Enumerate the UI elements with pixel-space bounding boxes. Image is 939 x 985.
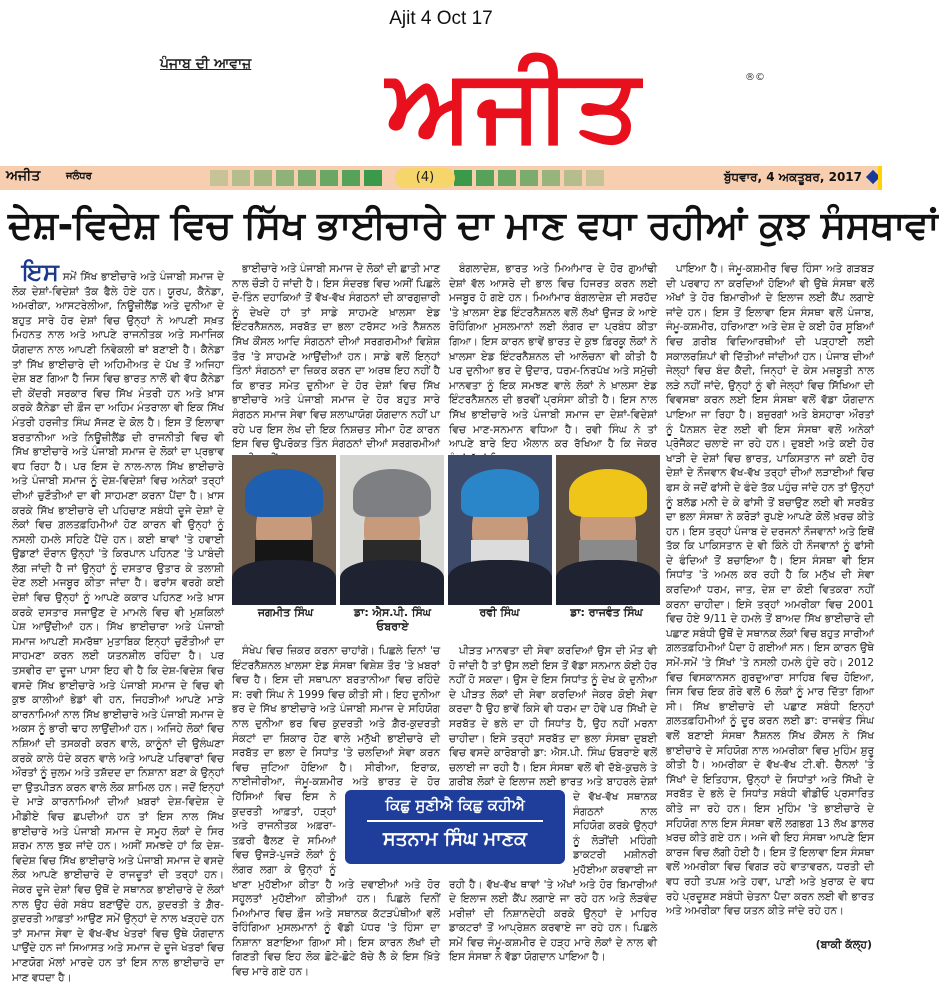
registered-mark: ®© xyxy=(745,72,765,83)
photo-captions xyxy=(232,606,660,634)
stripe-square xyxy=(564,170,582,186)
masthead-logo: ਅਜੀਤ xyxy=(386,46,644,163)
stripe-square xyxy=(298,170,316,186)
photo-row xyxy=(232,455,660,605)
page-bar-paper: ਅਜੀਤ xyxy=(6,168,41,184)
stripe-square xyxy=(276,170,294,186)
page-bar xyxy=(0,166,882,190)
stripe-square xyxy=(542,170,560,186)
portrait-turban xyxy=(245,469,323,517)
column-4 xyxy=(666,262,874,934)
column-1 xyxy=(12,258,224,984)
column-4-text: ਪਾਇਆ ਹੈ। ਜੰਮੂ-ਕਸ਼ਮੀਰ ਵਿਚ ਹਿੰਸਾ ਅਤੇ ਗੜਬੜ ਦੀ ਪਰਵਾਹ ਨਾ ਕਰਦਿਆਂ ਹੋਇਆਂ ਵੀ ਉਥੇ ਸੰਸਥਾ ਵਲੋਂ ਅੱਖਾਂ ਤੇ ਹੋਰ ਬਿਮਾਰੀਆਂ ਦੇ ਇਲਾਜ ਲਈ ਕੈਂਪ ਲਗਾਏ ਜਾਂਦੇ ਹਨ। ਇਸ ਤੋਂ ਇਲਾਵਾ ਇਸ ਸੰਸਥਾ ਵਲੋਂ ਪੰਜਾਬ, ਜੰਮੂ-ਕਸ਼ਮੀਰ, ਹਰਿਆਣਾ ਅਤੇ ਦੇਸ਼ ਦੇ ਕਈ ਹੋਰ ਸੂਬਿਆਂ ਵਿਚ ਗ਼ਰੀਬ ਵਿਦਿਆਰਥੀਆਂ ਦੀ ਪੜ੍ਹਾਈ ਲਈ ਸਕਾਲਰਸ਼ਿਪਾਂ ਵੀ ਦਿੱਤੀਆਂ ਜਾਂਦੀਆਂ ਹਨ। ਪੰਜਾਬ ਦੀਆਂ ਜੇਲ੍ਹਾਂ ਵਿਚ ਬੰਦ ਕੈਦੀ, ਜਿਨ੍ਹਾਂ ਦੇ ਕੇਸ ਮਜ਼ਬੂਤੀ ਨਾਲ ਲੜੇ ਨਹੀਂ ਜਾਂਦੇ, ਉਨ੍ਹਾਂ ਨੂੰ ਵੀ ਜੇਲ੍ਹਾਂ ਵਿਚ ਸਿੱਖਿਆ ਦੀ ਵਿਵਸਥਾ ਕਰਨ ਲਈ ਇਸ ਸੰਸਥਾ ਵਲੋਂ ਵੱਡਾ ਯੋਗਦਾਨ ਪਾਇਆ ਜਾ ਰਿਹਾ ਹੈ। ਬਜ਼ੁਰਗਾਂ ਅਤੇ ਬੇਸਹਾਰਾ ਔਰਤਾਂ ਨੂੰ ਪੈਨਸ਼ਨ ਦੇਣ ਲਈ ਵੀ ਇਸ ਸੰਸਥਾ ਵਲੋਂ ਅਨੇਕਾਂ ਪ੍ਰੋਜੈਕਟ ਚਲਾਏ ਜਾ ਰਹੇ ਹਨ। ਦੁਬਈ ਅਤੇ ਕਈ ਹੋਰ ਖਾੜੀ ਦੇ ਦੇਸ਼ਾਂ ਵਿਚ ਭਾਰਤ, ਪਾਕਿਸਤਾਨ ਜਾਂ ਕਈ ਹੋਰ ਦੇਸ਼ਾਂ ਦੇ ਨੌਜਵਾਨ ਵੱਖ-ਵੱਖ ਤਰ੍ਹਾਂ ਦੀਆਂ ਲੜਾਈਆਂ ਵਿਚ ਫਸ ਕੇ ਜਦੋਂ ਫਾਂਸੀ ਦੇ ਫੰਦੇ ਤੱਕ ਪਹੁੰਚ ਜਾਂਦੇ ਹਨ ਤਾਂ ਉਨ੍ਹਾਂ ਨੂੰ ਬਲੱਡ ਮਨੀ ਦੇ ਕੇ ਫਾਂਸੀ ਤੋਂ ਬਚਾਉਣ ਲਈ ਵੀ ਸਰਬੱਤ ਦਾ ਭਲਾ ਸੰਸਥਾ ਨੇ ਕਰੋੜਾਂ ਰੁਪਏ ਆਪਣੇ ਕੋਲੋਂ ਖ਼ਰਚ ਕੀਤੇ ਹਨ। ਇਸ ਤਰ੍ਹਾਂ ਪੰਜਾਬ ਦੇ ਦਰਜਨਾਂ ਨੌਜਵਾਨਾਂ ਅਤੇ ਇਥੋਂ ਤੱਕ ਕਿ ਪਾਕਿਸਤਾਨ ਦੇ ਵੀ ਕਿੰਨੇ ਹੀ ਨੌਜਵਾਨਾਂ ਨੂੰ ਫਾਂਸੀ ਦੇ ਫੰਦਿਆਂ ਤੋਂ ਬਚਾਇਆ ਹੈ। ਇਸ ਸੰਸਥਾ ਵੀ ਇਸ ਸਿਧਾਂਤ 'ਤੇ ਅਮਲ ਕਰ ਰਹੀ ਹੈ ਕਿ ਮਨੁੱਖ ਦੀ ਸੇਵਾ ਕਰਦਿਆਂ ਧਰਮ, ਜਾਤ, ਦੇਸ਼ ਦਾ ਕੋਈ ਵਿਤਕਰਾ ਨਹੀਂ ਕਰਨਾ ਚਾਹੀਦਾ। ਇਸੇ ਤਰ੍ਹਾਂ ਅਮਰੀਕਾ ਵਿਚ 2001 ਵਿਚ ਹੋਏ 9/11 ਦੇ ਹਮਲੇ ਤੋਂ ਬਾਅਦ ਸਿੱਖ ਭਾਈਚਾਰੇ ਦੀ ਪਛਾਣ ਸਬੰਧੀ ਉਥੋਂ ਦੇ ਸਥਾਨਕ ਲੋਕਾਂ ਵਿਚ ਬਹੁਤ ਸਾਰੀਆਂ ਗ਼ਲਤਫ਼ਹਿਮੀਆਂ ਪੈਦਾ ਹੋ ਗਈਆਂ ਸਨ। ਇਸ ਕਾਰਨ ਉਥੇ ਸਮੇਂ-ਸਮੇਂ 'ਤੇ ਸਿੱਖਾਂ 'ਤੇ ਨਸਲੀ ਹਮਲੇ ਹੁੰਦੇ ਰਹੇ। 2012 ਵਿਚ ਵਿਸਕਾਨਸਨ ਗੁਰਦੁਆਰਾ ਸਾਹਿਬ ਵਿਚ ਹੋਇਆ, ਜਿਸ ਵਿਚ ਇਕ ਗੋਰੇ ਵਲੋਂ 6 ਲੋਕਾਂ ਨੂੰ ਮਾਰ ਦਿੱਤਾ ਗਿਆ ਸੀ। ਸਿੱਖ ਭਾਈਚਾਰੇ ਦੀ ਪਛਾਣ ਸਬੰਧੀ ਇਨ੍ਹਾਂ ਗ਼ਲਤਫ਼ਹਿਮੀਆਂ ਨੂੰ ਦੂਰ ਕਰਨ ਲਈ ਡਾ: ਰਾਜਵੰਤ ਸਿੰਘ ਵਲੋਂ ਬਣਾਈ ਸੰਸਥਾ ਨੈਸ਼ਨਲ ਸਿੱਖ ਕੌਂਸਲ ਨੇ ਸਿੱਖ ਭਾਈਚਾਰੇ ਦੇ ਸਹਿਯੋਗ ਨਾਲ ਅਮਰੀਕਾ ਵਿਚ ਮੁਹਿੰਮ ਸ਼ੁਰੂ ਕੀਤੀ ਹੈ। ਅਮਰੀਕਾ ਦੇ ਵੱਖ-ਵੱਖ ਟੀ.ਵੀ. ਚੈਨਲਾਂ 'ਤੇ ਸਿੱਖਾਂ ਦੇ ਇਤਿਹਾਸ, ਉਨ੍ਹਾਂ ਦੇ ਸਿਧਾਂਤਾਂ ਅਤੇ ਸਿੱਖੀ ਦੇ ਸਰਬੱਤ ਦੇ ਭਲੇ ਦੇ ਸਿਧਾਂਤ ਸਬੰਧੀ ਵੀਡੀਓ ਪ੍ਰਸਾਰਿਤ ਕੀਤੇ ਜਾ ਰਹੇ ਹਨ। ਇਸ ਮੁਹਿੰਮ 'ਤੇ ਭਾਈਚਾਰੇ ਦੇ ਸਹਿਯੋਗ ਨਾਲ ਇਸ ਸੰਸਥਾ ਵਲੋਂ ਲਗਭਗ 13 ਲੱਖ ਡਾਲਰ ਖ਼ਰਚ ਕੀਤੇ ਗਏ ਹਨ। ਅਜੇ ਵੀ ਇਹ ਸੰਸਥਾ ਆਪਣੇ ਇਸ ਕਾਰਜ ਵਿਚ ਲੱਗੀ ਹੋਈ ਹੈ। ਇਸ ਤੋਂ ਇਲਾਵਾ ਇਸ ਸੰਸਥਾ ਵਲੋਂ ਅਮਰੀਕਾ ਵਿਚ ਵਿਗੜ ਰਹੇ ਵਾਤਾਵਰਨ, ਧਰਤੀ ਦੀ ਵਧ ਰਹੀ ਤਪਸ਼ ਅਤੇ ਹਵਾ, ਪਾਣੀ ਅਤੇ ਖ਼ੁਰਾਕ ਦੇ ਵਧ ਰਹੇ ਪ੍ਰਦੂਸ਼ਣ ਸਬੰਧੀ ਚੇਤਨਾ ਪੈਦਾ ਕਰਨ ਲਈ ਵੀ ਭਾਰਤ ਅਤੇ ਅਮਰੀਕਾ ਵਿਚ ਯਤਨ ਕੀਤੇ ਜਾਂਦੇ ਰਹੇ ਹਨ। xyxy=(666,263,875,918)
column-2-top-text: ਭਾਈਚਾਰੇ ਅਤੇ ਪੰਜਾਬੀ ਸਮਾਜ ਦੇ ਲੋਕਾਂ ਦੀ ਛਾਤੀ ਮਾਣ ਨਾਲ ਚੌੜੀ ਹੋ ਜਾਂਦੀ ਹੈ। ਇਸ ਸੰਦਰਭ ਵਿਚ ਅਸੀਂ ਪਿਛਲੇ ਦੋ-ਤਿੰਨ ਦਹਾਕਿਆਂ ਤੋਂ ਵੱਖ-ਵੱਖ ਸੰਗਠਨਾਂ ਦੀ ਕਾਰਗੁਜ਼ਾਰੀ ਨੂੰ ਦੇਖਦੇ ਹਾਂ ਤਾਂ ਸਾਡੇ ਸਾਹਮਣੇ ਖ਼ਾਲਸਾ ਏਡ ਇੰਟਰਨੈਸ਼ਨਲ, ਸਰਬੱਤ ਦਾ ਭਲਾ ਟਰੱਸਟ ਅਤੇ ਨੈਸ਼ਨਲ ਸਿੱਖ ਕੌਂਸਲ ਆਦਿ ਸੰਗਠਨਾਂ ਦੀਆਂ ਸਰਗਰਮੀਆਂ ਵਿਸ਼ੇਸ਼ ਤੌਰ 'ਤੇ ਸਾਹਮਣੇ ਆਉਂਦੀਆਂ ਹਨ। ਸਾਡੇ ਵਲੋਂ ਇਨ੍ਹਾਂ ਤਿੰਨਾਂ ਸੰਗਠਨਾਂ ਦਾ ਜ਼ਿਕਰ ਕਰਨ ਦਾ ਅਰਥ ਇਹ ਨਹੀਂ ਹੈ ਕਿ ਭਾਰਤ ਸਮੇਤ ਦੁਨੀਆ ਦੇ ਹੋਰ ਦੇਸ਼ਾਂ ਵਿਚ ਸਿੱਖ ਭਾਈਚਾਰੇ ਅਤੇ ਪੰਜਾਬੀ ਸਮਾਜ ਦੇ ਹੋਰ ਬਹੁਤ ਸਾਰੇ ਸੰਗਠਨ ਸਮਾਜ ਸੇਵਾ ਵਿਚ ਸ਼ਲਾਘਾਯੋਗ ਯੋਗਦਾਨ ਨਹੀਂ ਪਾ ਰਹੇ ਪਰ ਇਸ ਲੇਖ ਦੀ ਇਕ ਨਿਸ਼ਚਤ ਸੀਮਾ ਹੋਣ ਕਾਰਨ ਇਸ ਵਿਚ ਉਪਰੋਕਤ ਤਿੰਨ ਸੰਗਠਨਾਂ ਦੀਆਂ ਸਰਗਰਮੀਆਂ xyxy=(232,263,440,451)
box-divider xyxy=(367,820,543,822)
column-2-top xyxy=(232,262,440,451)
stripe-square xyxy=(342,170,360,186)
stripe-square xyxy=(586,170,604,186)
photo-caption: ਡਾ: ਐਸ.ਪੀ. ਸਿੰਘ ਓਬਰਾਏ xyxy=(354,606,431,633)
portrait-turban xyxy=(461,469,539,517)
stripe-square xyxy=(232,170,250,186)
photo-ravi-singh xyxy=(448,455,552,605)
continued-note: (ਬਾਕੀ ਕੱਲ੍ਹ) xyxy=(815,938,872,951)
clipping-label: Ajit 4 Oct 17 xyxy=(389,8,493,29)
photo-caption: ਰਵੀ ਸਿੰਘ xyxy=(479,606,520,619)
photo-sp-singh-oberoi xyxy=(340,455,444,605)
column-2-bottom-text: ਸੰਖੇਪ ਵਿਚ ਜ਼ਿਕਰ ਕਰਨਾ ਚਾਹਾਂਗੇ। ਪਿਛਲੇ ਦਿਨਾਂ 'ਚ ਇੰਟਰਨੈਸ਼ਨਲ ਖ਼ਾਲਸਾ ਏਡ ਸੰਸਥਾ ਵਿਸ਼ੇਸ਼ ਤੌਰ 'ਤੇ ਖ਼ਬਰਾਂ ਵਿਚ ਹੈ। ਇਸ ਦੀ ਸਥਾਪਨਾ ਬਰਤਾਨੀਆ ਵਿਚ ਰਹਿੰਦੇ ਸ: ਰਵੀ ਸਿੰਘ ਨੇ 1999 ਵਿਚ ਕੀਤੀ ਸੀ। ਇਹ ਦੁਨੀਆ ਭਰ ਦੇ ਸਿੱਖ ਭਾਈਚਾਰੇ ਅਤੇ ਪੰਜਾਬੀ ਸਮਾਜ ਦੇ ਸਹਿਯੋਗ ਨਾਲ ਦੁਨੀਆ ਭਰ ਵਿਚ ਕੁਦਰਤੀ ਅਤੇ ਗ਼ੈਰ-ਕੁਦਰਤੀ ਸੰਕਟਾਂ ਦਾ ਸ਼ਿਕਾਰ ਹੋਣ ਵਾਲੇ ਮਨੁੱਖੀ ਭਾਈਚਾਰੇ ਦੀ ਸਰਬੱਤ ਦਾ ਭਲਾ ਦੇ ਸਿਧਾਂਤ 'ਤੇ ਚਲਦਿਆਂ ਸੇਵਾ ਕਰਨ ਵਿਚ ਜੁਟਿਆ ਹੋਇਆ ਹੈ। ਸੀਰੀਆ, ਇਰਾਕ, ਨਾਈਜੀਰੀਆ, ਜੰਮੂ-ਕਸ਼ਮੀਰ ਅਤੇ ਭਾਰਤ ਦੇ ਹੋਰ ਹਿੱਸਿਆਂ ਵਿਚ ਇਸ ਨੇ ਕੁਦਰਤੀ ਆਫ਼ਤਾਂ, ਹੜ੍ਹਾਂ ਅਤੇ ਰਾਜਨੀਤਕ ਅਫ਼ਰਾ-ਤਫ਼ਰੀ ਫੈਲਣ ਦੇ ਸਮਿਆਂ ਵਿਚ ਉਜੜੇ-ਪੁਜੜੇ ਲੋਕਾਂ ਨੂੰ ਲੰਗਰ ਲਗਾ ਕੇ ਉਨ੍ਹਾਂ ਨੂੰ ਖਾਣਾ ਮੁਹੱਈਆ ਕੀਤਾ ਹੈ ਅਤੇ ਦਵਾਈਆਂ ਅਤੇ ਹੋਰ ਸਹੂਲਤਾਂ ਮੁਹੱਈਆ ਕੀਤੀਆਂ ਹਨ। ਪਿਛਲੇ ਦਿਨੀਂ ਮਿਆਂਮਾਰ ਵਿਚ ਫ਼ੌਜ ਅਤੇ ਸਥਾਨਕ ਕੱਟੜਪੰਥੀਆਂ ਵਲੋਂ ਰੋਹਿੰਗਿਆ ਮੁਸਲਮਾਨਾਂ ਨੂੰ ਵੱਡੀ ਪੱਧਰ 'ਤੇ ਹਿੰਸਾ ਦਾ ਨਿਸ਼ਾਨਾ ਬਣਾਇਆ ਗਿਆ ਸੀ। ਇਸ ਕਾਰਨ ਲੱਖਾਂ ਦੀ ਗਿਣਤੀ ਵਿਚ ਇਹ ਲੋਕ ਛੋਟੇ-ਛੋਟੇ ਬੱਚੇ ਲੈ ਕੇ ਇਸ ਖ਼ਿੱਤੇ ਵਿਚ ਮਾਰੇ ਗਏ ਹਨ। xyxy=(232,645,440,979)
photo-rajwant-singh xyxy=(556,455,660,605)
stripe-square xyxy=(364,170,382,186)
stripe-square xyxy=(520,170,538,186)
edge-marker xyxy=(878,166,882,190)
column-3-top xyxy=(449,262,657,451)
stripe-square xyxy=(476,170,494,186)
portrait-turban xyxy=(569,469,647,517)
stripe-square xyxy=(254,170,272,186)
photo-caption: ਡਾ: ਰਾਜਵੰਤ ਸਿੰਘ xyxy=(570,606,643,619)
stripe-square xyxy=(498,170,516,186)
page-number: (4) xyxy=(395,168,455,188)
article-headline: ਦੇਸ਼-ਵਿਦੇਸ਼ ਵਿਚ ਸਿੱਖ ਭਾਈਚਾਰੇ ਦਾ ਮਾਣ ਵਧਾ ਰਹੀਆਂ ਕੁਝ ਸੰਸਥਾਵਾਂ xyxy=(8,203,939,247)
page-date: ਬੁੱਧਵਾਰ, 4 ਅਕਤੂਬਰ, 2017 xyxy=(724,170,862,184)
portrait-suit xyxy=(232,560,336,605)
page-bar-city: ਜਲੰਧਰ xyxy=(66,171,92,182)
masthead-tagline: ਪੰਜਾਬ ਦੀ ਆਵਾਜ਼ xyxy=(160,56,252,72)
drop-word: ਇਸ xyxy=(22,258,59,286)
photo-caption: ਜਗਮੀਤ ਸਿੰਘ xyxy=(257,606,314,619)
stripe-square xyxy=(320,170,338,186)
stripe-square xyxy=(210,170,228,186)
portrait-suit xyxy=(340,560,444,605)
column-3-top-text: ਬੰਗਲਾਦੇਸ਼, ਭਾਰਤ ਅਤੇ ਮਿਆਂਮਾਰ ਦੇ ਹੋਰ ਗੁਆਂਢੀ ਦੇਸ਼ਾਂ ਵੱਲ ਆਸਰੇ ਦੀ ਭਾਲ ਵਿਚ ਹਿਜਰਤ ਕਰਨ ਲਈ ਮਜਬੂਰ ਹੋ ਗਏ ਹਨ। ਮਿਆਂਮਾਰ ਬੰਗਲਾਦੇਸ਼ ਦੀ ਸਰਹੱਦ 'ਤੇ ਖ਼ਾਲਸਾ ਏਡ ਇੰਟਰਨੈਸ਼ਨਲ ਵਲੋਂ ਲੱਖਾਂ ਉਜੜ ਕੇ ਆਏ ਰੋਹਿੰਗਿਆ ਮੁਸਲਮਾਨਾਂ ਲਈ ਲੰਗਰ ਦਾ ਪ੍ਰਬੰਧ ਕੀਤਾ ਗਿਆ। ਇਸ ਕਾਰਨ ਭਾਵੇਂ ਭਾਰਤ ਦੇ ਕੁਝ ਫ਼ਿਰਕੂ ਲੋਕਾਂ ਨੇ ਖ਼ਾਲਸਾ ਏਡ ਇੰਟਰਨੈਸ਼ਨਲ ਦੀ ਆਲੋਚਨਾ ਵੀ ਕੀਤੀ ਹੈ ਪਰ ਦੁਨੀਆ ਭਰ ਦੇ ਉਦਾਰ, ਧਰਮ-ਨਿਰਪੱਖ ਅਤੇ ਸਮੁੱਚੀ ਮਾਨਵਤਾ ਨੂੰ ਇਕ ਸਮਝਣ ਵਾਲੇ ਲੋਕਾਂ ਨੇ ਖ਼ਾਲਸਾ ਏਡ ਇੰਟਰਨੈਸ਼ਨਲ ਦੀ ਭਰਵੀਂ ਪ੍ਰਸੰਸਾ ਕੀਤੀ ਹੈ। ਇਸ ਨਾਲ ਸਿੱਖ ਭਾਈਚਾਰੇ ਅਤੇ ਪੰਜਾਬੀ ਸਮਾਜ ਦਾ ਦੇਸ਼ਾਂ-ਵਿਦੇਸ਼ਾਂ ਵਿਚ ਮਾਣ-ਸਨਮਾਨ ਵਧਿਆ ਹੈ। ਰਵੀ ਸਿੰਘ ਨੇ ਤਾਂ ਆਪਣੇ ਬਾਰੇ ਇਹ ਐਲਾਨ ਕਰ ਰੱਖਿਆ ਹੈ ਕਿ ਜੇਕਰ xyxy=(449,263,657,451)
portrait-turban xyxy=(353,469,431,517)
stripe-square xyxy=(454,170,472,186)
column-author: ਸਤਨਾਮ ਸਿੰਘ ਮਾਣਕ xyxy=(382,828,528,850)
column-series-title: ਕਿਛੁ ਸੁਣੀਐ ਕਿਛੁ ਕਹੀਐ xyxy=(385,796,525,814)
column-3-bottom-text: ਪੀੜਤ ਮਾਨਵਤਾ ਦੀ ਸੇਵਾ ਕਰਦਿਆਂ ਉਸ ਦੀ ਮੌਤ ਵੀ ਹੋ ਜਾਂਦੀ ਹੈ ਤਾਂ ਉਸ ਲਈ ਇਸ ਤੋਂ ਵੱਡਾ ਸਨਮਾਨ ਕੋਈ ਹੋਰ ਨਹੀਂ ਹੋ ਸਕਦਾ। ਉਸ ਦੇ ਇਸ ਸਿਧਾਂਤ ਨੂੰ ਦੇਖ ਕੇ ਦੁਨੀਆ ਦੇ ਪੀੜਤ ਲੋਕਾਂ ਦੀ ਸੇਵਾ ਕਰਦਿਆਂ ਜੇਕਰ ਕੋਈ ਸੇਵਾ ਕਰਦਾ ਹੈ ਉਹ ਭਾਵੇਂ ਕਿਸੇ ਵੀ ਧਰਮ ਦਾ ਹੋਵੇ ਪਰ ਸਿੱਖੀ ਦੇ ਸਰਬੱਤ ਦੇ ਭਲੇ ਦਾ ਹੀ ਸਿਧਾਂਤ ਹੈ, ਉਹ ਨਹੀਂ ਮਰਨਾ ਚਾਹੀਦਾ। ਇਸੇ ਤਰ੍ਹਾਂ ਸਰਬੱਤ ਦਾ ਭਲਾ ਸੰਸਥਾ ਦੁਬਈ ਵਿਚ ਵਸਦੇ ਕਾਰੋਬਾਰੀ ਡਾ: ਐਸ.ਪੀ. ਸਿੰਘ ਓਬਰਾਏ ਵਲੋਂ ਚਲਾਈ ਜਾ ਰਹੀ ਹੈ। ਇਸ ਸੰਸਥਾ ਵਲੋਂ ਵੀ ਦੱਬੇ-ਕੁਚਲੇ ਤੇ ਗ਼ਰੀਬ ਲੋਕਾਂ ਦੇ ਇਲਾਜ ਲਈ ਭਾਰਤ ਅਤੇ ਬਾਹਰਲੇ ਦੇਸ਼ਾਂ ਦੇ ਵੱਖ-ਵੱਖ ਸਥਾਨਕ ਸੰਗਠਨਾਂ ਨਾਲ ਸਹਿਯੋਗ ਕਰਕੇ ਉਨ੍ਹਾਂ ਨੂੰ ਲੋੜੀਂਦੀ ਮਹਿੰਗੀ ਡਾਕਟਰੀ ਮਸ਼ੀਨਰੀ ਮੁਹੱਈਆ ਕਰਵਾਈ ਜਾ ਰਹੀ ਹੈ। ਵੱਖ-ਵੱਖ ਥਾਵਾਂ 'ਤੇ ਅੱਖਾਂ ਅਤੇ ਹੋਰ ਬਿਮਾਰੀਆਂ ਦੇ ਇਲਾਜ ਲਈ ਕੈਂਪ ਲਗਾਏ ਜਾ ਰਹੇ ਹਨ ਅਤੇ ਲੋੜਵੰਦ ਮਰੀਜ਼ਾਂ ਦੀ ਨਿਸ਼ਾਨਦੇਹੀ ਕਰਕੇ ਉਨ੍ਹਾਂ ਦੇ ਮਾਹਿਰ ਡਾਕਟਰਾਂ ਤੋਂ ਆਪ੍ਰੇਸ਼ਨ ਕਰਵਾਏ ਜਾ ਰਹੇ ਹਨ। ਪਿਛਲੇ ਸਮੇਂ ਵਿਚ ਜੰਮੂ-ਕਸ਼ਮੀਰ ਦੇ ਹੜ੍ਹ ਮਾਰੇ ਲੋਕਾਂ ਦੇ ਨਾਲ ਵੀ ਇਸ ਸੰਸਥਾ ਨੇ ਵੱਡਾ ਯੋਗਦਾਨ ਪਾਇਆ ਹੈ। xyxy=(449,645,657,964)
portrait-suit xyxy=(556,560,660,605)
photo-jagmeet-singh xyxy=(232,455,336,605)
column-title-box xyxy=(345,790,565,864)
portrait-suit xyxy=(448,560,552,605)
column-1-text: ਸਮੇਂ ਸਿੱਖ ਭਾਈਚਾਰੇ ਅਤੇ ਪੰਜਾਬੀ ਸਮਾਜ ਦੇ ਲੋਕ ਦੇਸ਼ਾਂ-ਵਿਦੇਸ਼ਾਂ ਤੱਕ ਫੈਲੇ ਹੋਏ ਹਨ। ਯੂਰਪ, ਕੈਨੇਡਾ, ਅਮਰੀਕਾ, ਆਸਟਰੇਲੀਆ, ਨਿਊਜ਼ੀਲੈਂਡ ਅਤੇ ਦੁਨੀਆ ਦੇ ਬਹੁਤ ਸਾਰੇ ਹੋਰ ਦੇਸ਼ਾਂ ਵਿਚ ਉਨ੍ਹਾਂ ਨੇ ਆਪਣੀ ਸਖ਼ਤ ਮਿਹਨਤ ਨਾਲ ਅਤੇ ਆਪਣੇ ਰਾਜਨੀਤਕ ਅਤੇ ਸਮਾਜਿਕ ਯੋਗਦਾਨ ਨਾਲ ਆਪਣੀ ਨਿਵੇਕਲੀ ਥਾਂ ਬਣਾਈ ਹੈ। ਕੈਨੇਡਾ ਤਾਂ ਸਿੱਖ ਭਾਈਚਾਰੇ ਦੀ ਅਹਿਮੀਅਤ ਦੇ ਪੱਖ ਤੋਂ ਅਜਿਹਾ ਦੇਸ਼ ਬਣ ਗਿਆ ਹੈ ਜਿਸ ਵਿਚ ਭਾਰਤ ਨਾਲੋਂ ਵੀ ਵੱਧ ਕੈਨੇਡਾ ਦੀ ਕੇਂਦਰੀ ਸਰਕਾਰ ਵਿਚ ਸਿੱਖ ਮੰਤਰੀ ਹਨ ਅਤੇ ਖ਼ਾਸ ਕਰਕੇ ਕੈਨੇਡਾ ਦੀ ਫ਼ੌਜ ਦਾ ਅਹਿਮ ਮੰਤਰਾਲਾ ਵੀ ਇਕ ਸਿੱਖ ਮੰਤਰੀ ਹਰਜੀਤ ਸਿੰਘ ਸੱਜਣ ਦੇ ਕੋਲ ਹੈ। ਇਸ ਤੋਂ ਇਲਾਵਾ ਬਰਤਾਨੀਆ ਅਤੇ ਨਿਊਜ਼ੀਲੈਂਡ ਦੀ ਰਾਜਨੀਤੀ ਵਿਚ ਵੀ ਸਿੱਖ ਭਾਈਚਾਰੇ ਅਤੇ ਪੰਜਾਬੀ ਸਮਾਜ ਦੇ ਲੋਕਾਂ ਦਾ ਪ੍ਰਭਾਵ ਵਧ ਰਿਹਾ ਹੈ। ਪਰ ਇਸ ਦੇ ਨਾਲ-ਨਾਲ ਸਿੱਖ ਭਾਈਚਾਰੇ ਅਤੇ ਪੰਜਾਬੀ ਸਮਾਜ ਨੂੰ ਦੇਸ਼-ਵਿਦੇਸ਼ਾਂ ਵਿਚ ਅਨੇਕਾਂ ਤਰ੍ਹਾਂ ਦੀਆਂ ਚੁਣੌਤੀਆਂ ਦਾ ਵੀ ਸਾਹਮਣਾ ਕਰਨਾ ਪੈਂਦਾ ਹੈ। ਖ਼ਾਸ ਕਰਕੇ ਸਿੱਖ ਭਾਈਚਾਰੇ ਦੀ ਪਹਿਚਾਣ ਸਬੰਧੀ ਦੂਜੇ ਦੇਸ਼ਾਂ ਦੇ ਲੋਕਾਂ ਵਿਚ ਗ਼ਲਤਫ਼ਹਿਮੀਆਂ ਹੋਣ ਕਾਰਨ ਵੀ ਉਨ੍ਹਾਂ ਨੂੰ ਨਸਲੀ ਹਮਲੇ ਸਹਿਣੇ ਪੈਂਦੇ ਹਨ। ਕਈ ਥਾਵਾਂ 'ਤੇ ਹਵਾਈ ਉਡਾਣਾਂ ਦੌਰਾਨ ਉਨ੍ਹਾਂ 'ਤੇ ਕਿਰਪਾਨ ਪਹਿਨਣ 'ਤੇ ਪਾਬੰਦੀ ਲੱਗ ਜਾਂਦੀ ਹੈ ਜਾਂ ਉਨ੍ਹਾਂ ਨੂੰ ਦਸਤਾਰ ਉਤਾਰ ਕੇ ਤਲਾਸ਼ੀ ਦੇਣ ਲਈ ਮਜਬੂਰ ਕੀਤਾ ਜਾਂਦਾ ਹੈ। ਫਰਾਂਸ ਵਰਗੇ ਕਈ ਦੇਸ਼ਾਂ ਵਿਚ ਉਨ੍ਹਾਂ ਨੂੰ ਆਪਣੇ ਕਕਾਰ ਪਹਿਨਣ ਅਤੇ ਖ਼ਾਸ ਕਰਕੇ ਦਸਤਾਰ ਸਜਾਉਣ ਦੇ ਮਾਮਲੇ ਵਿਚ ਵੀ ਮੁਸ਼ਕਿਲਾਂ ਪੇਸ਼ ਆਉਂਦੀਆਂ ਹਨ। ਸਿੱਖ ਭਾਈਚਾਰਾ ਅਤੇ ਪੰਜਾਬੀ ਸਮਾਜ ਆਪਣੀ ਸਮਰੱਥਾ ਮੁਤਾਬਿਕ ਇਨ੍ਹਾਂ ਚੁਣੌਤੀਆਂ ਦਾ ਸਾਹਮਣਾ ਕਰਨ ਲਈ ਯਤਨਸ਼ੀਲ ਰਹਿੰਦਾ ਹੈ। ਪਰ ਤਸਵੀਰ ਦਾ ਦੂਜਾ ਪਾਸਾ ਇਹ ਵੀ ਹੈ ਕਿ ਦੇਸ਼-ਵਿਦੇਸ਼ ਵਿਚ ਵਸਦੇ ਸਿੱਖ ਭਾਈਚਾਰੇ ਅਤੇ ਪੰਜਾਬੀ ਸਮਾਜ ਦੇ ਵਿਚ ਵੀ ਕੁਝ ਕਾਲੀਆਂ ਭੇਡਾਂ ਵੀ ਹਨ, ਜਿਹੜੀਆਂ ਆਪਣੇ ਮਾੜੇ ਕਾਰਨਾਮਿਆਂ ਨਾਲ ਸਿੱਖ ਭਾਈਚਾਰੇ ਅਤੇ ਪੰਜਾਬੀ ਸਮਾਜ ਦੇ ਅਕਸ ਨੂੰ ਭਾਰੀ ਢਾਹ ਲਾਉਂਦੀਆਂ ਹਨ। ਅਜਿਹੇ ਲੋਕਾਂ ਵਿਚ ਨਸ਼ਿਆਂ ਦੀ ਤਸਕਰੀ ਕਰਨ ਵਾਲੇ, ਕਾਨੂੰਨਾਂ ਦੀ ਉਲੰਘਣਾ ਕਰਕੇ ਕਾਲੇ ਧੰਦੇ ਕਰਨ ਵਾਲੇ ਅਤੇ ਆਪਣੇ ਪਰਿਵਾਰਾਂ ਵਿਚ ਔਰਤਾਂ ਨੂੰ ਜ਼ੁਲਮ ਅਤੇ ਤਸ਼ੱਦਦ ਦਾ ਨਿਸ਼ਾਨਾ ਬਣਾ ਕੇ ਉਨ੍ਹਾਂ ਦਾ ਉਤਪੀੜਨ ਕਰਨ ਵਾਲੇ ਲੋਕ ਸ਼ਾਮਿਲ ਹਨ। ਜਦੋਂ ਇਨ੍ਹਾਂ ਦੇ ਮਾੜੇ ਕਾਰਨਾਮਿਆਂ ਦੀਆਂ ਖ਼ਬਰਾਂ ਦੇਸ਼-ਵਿਦੇਸ਼ ਦੇ ਮੀਡੀਏ ਵਿਚ ਛਪਦੀਆਂ ਹਨ ਤਾਂ ਇਸ ਨਾਲ ਸਿੱਖ ਭਾਈਚਾਰੇ ਅਤੇ ਪੰਜਾਬੀ ਸਮਾਜ ਦੇ ਸਮੂਹ ਲੋਕਾਂ ਦੇ ਸਿਰ ਸ਼ਰਮ ਨਾਲ ਝੁਕ ਜਾਂਦੇ ਹਨ। ਅਸੀਂ ਸਮਝਦੇ ਹਾਂ ਕਿ ਦੇਸ਼-ਵਿਦੇਸ਼ ਵਿਚ ਸਿੱਖ ਭਾਈਚਾਰੇ ਅਤੇ ਪੰਜਾਬੀ ਸਮਾਜ ਦੇ ਵਸਦੇ ਲੋਕ ਆਪਣੇ ਭਾਈਚਾਰੇ ਦੇ ਰਾਜਦੂਤਾਂ ਦੀ ਤਰ੍ਹਾਂ ਹਨ। ਜੇਕਰ ਦੂਜੇ ਦੇਸ਼ਾਂ ਵਿਚ ਉਥੋਂ ਦੇ ਸਥਾਨਕ ਭਾਈਚਾਰੇ ਦੇ ਲੋਕਾਂ ਨਾਲ ਉਹ ਚੰਗੇ ਸਬੰਧ ਬਣਾਉਂਦੇ ਹਨ, ਕੁਦਰਤੀ ਤੇ ਗ਼ੈਰ-ਕੁਦਰਤੀ ਆਫ਼ਤਾਂ ਆਉਣ ਸਮੇਂ ਉਨ੍ਹਾਂ ਦੇ ਨਾਲ ਖੜ੍ਹਦੇ ਹਨ ਤਾਂ ਸਮਾਜ ਸੇਵਾ ਦੇ ਵੱਖ-ਵੱਖ ਖੇਤਰਾਂ ਵਿਚ ਉਥੇ ਯੋਗਦਾਨ ਪਾਉਂਦੇ ਹਨ ਜਾਂ ਸਿਆਸਤ ਅਤੇ ਸਮਾਜ ਦੇ ਦੂਜੇ ਖੇਤਰਾਂ ਵਿਚ ਮਾਣਯੋਗ ਮੱਲਾਂ ਮਾਰਦੇ ਹਨ ਤਾਂ ਇਸ ਨਾਲ ਭਾਈਚਾਰੇ ਦਾ ਮਾਣ ਵਧਦਾ ਹੈ। xyxy=(12,271,224,984)
